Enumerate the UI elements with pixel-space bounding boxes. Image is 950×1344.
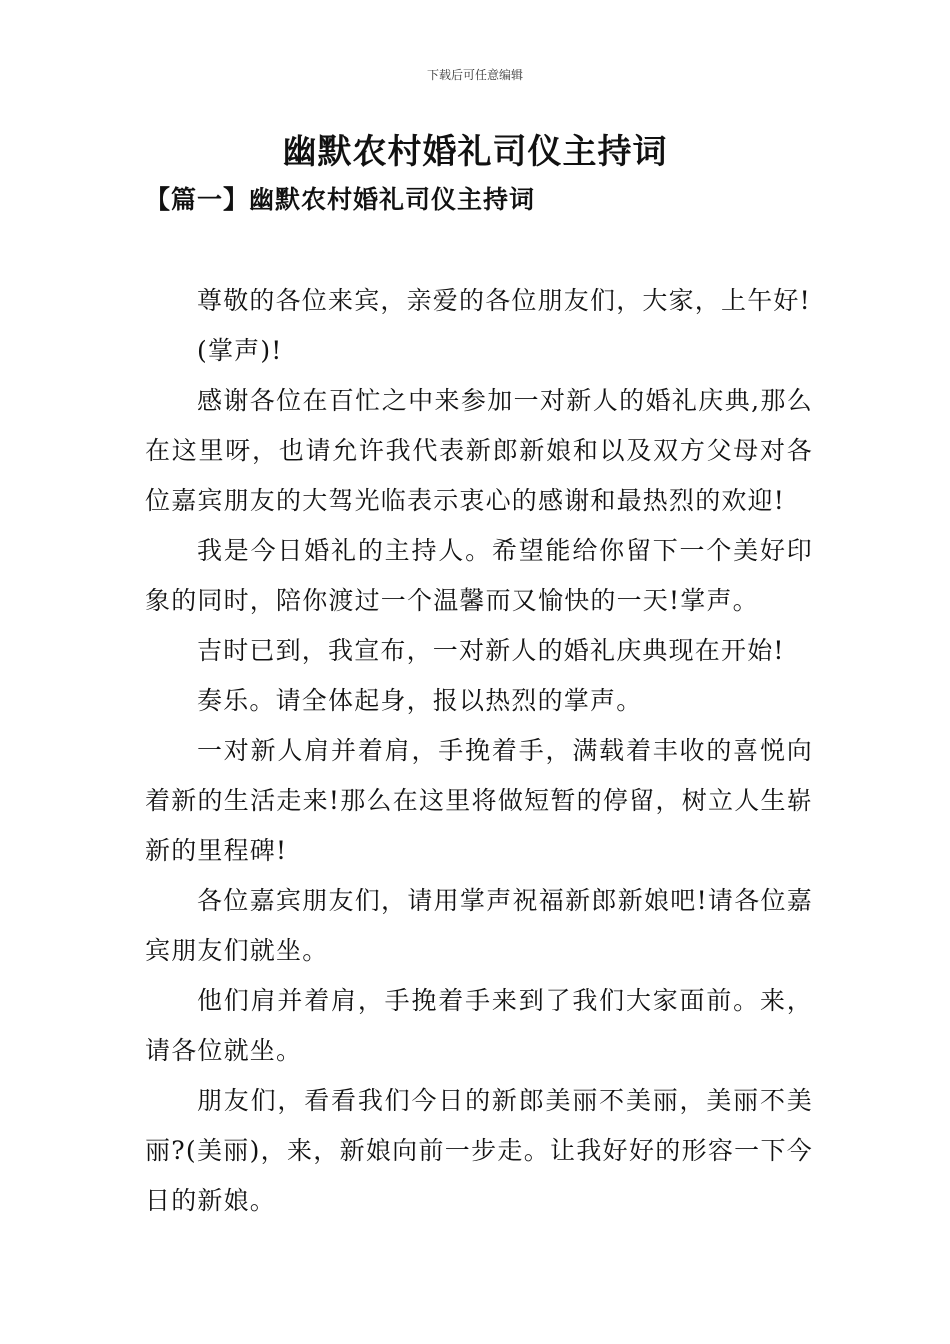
paragraph-bride: 朋友们，看看我们今日的新郎美丽不美丽，美丽不美丽?(美丽)，来，新娘向前一步走。让我好好的形容一下今日的新娘。	[145, 1086, 813, 1215]
paragraph-couple-entrance: 一对新人肩并着肩，手挽着手，满载着丰收的喜悦向着新的生活走来!那么在这里将做短暂的停留，树立人生崭新的里程碑!	[145, 736, 813, 865]
section-heading: 【篇一】幽默农村婚礼司仪主持词	[145, 185, 536, 214]
paragraph-arrival: 他们肩并着肩，手挽着手来到了我们大家面前。来，请各位就坐。	[145, 986, 813, 1065]
paragraph-music: 奏乐。请全体起身，报以热烈的掌声。	[197, 686, 643, 715]
header-note: 下载后可任意编辑	[426, 68, 523, 82]
paragraph-ceremony-start: 吉时已到，我宣布，一对新人的婚礼庆典现在开始!	[197, 636, 785, 665]
document-body	[145, 276, 813, 1226]
paragraph-host-intro: 我是今日婚礼的主持人。希望能给你留下一个美好印象的同时，陪你渡过一个温馨而又愉快的一天!掌声。	[145, 536, 813, 615]
paragraph-blessing: 各位嘉宾朋友们，请用掌声祝福新郎新娘吧!请各位嘉宾朋友们就坐。	[145, 886, 813, 965]
paragraph-thanks: 感谢各位在百忙之中来参加一对新人的婚礼庆典,那么在这里呀，也请允许我代表新郎新娘和以及双方父母对各位嘉宾朋友的大驾光临表示衷心的感谢和最热烈的欢迎!	[145, 386, 813, 515]
paragraph-greeting: 尊敬的各位来宾，亲爱的各位朋友们，大家，上午好!	[197, 286, 811, 315]
document-title: 幽默农村婚礼司仪主持词	[282, 132, 668, 172]
paragraph-applause: (掌声)!	[197, 336, 283, 365]
